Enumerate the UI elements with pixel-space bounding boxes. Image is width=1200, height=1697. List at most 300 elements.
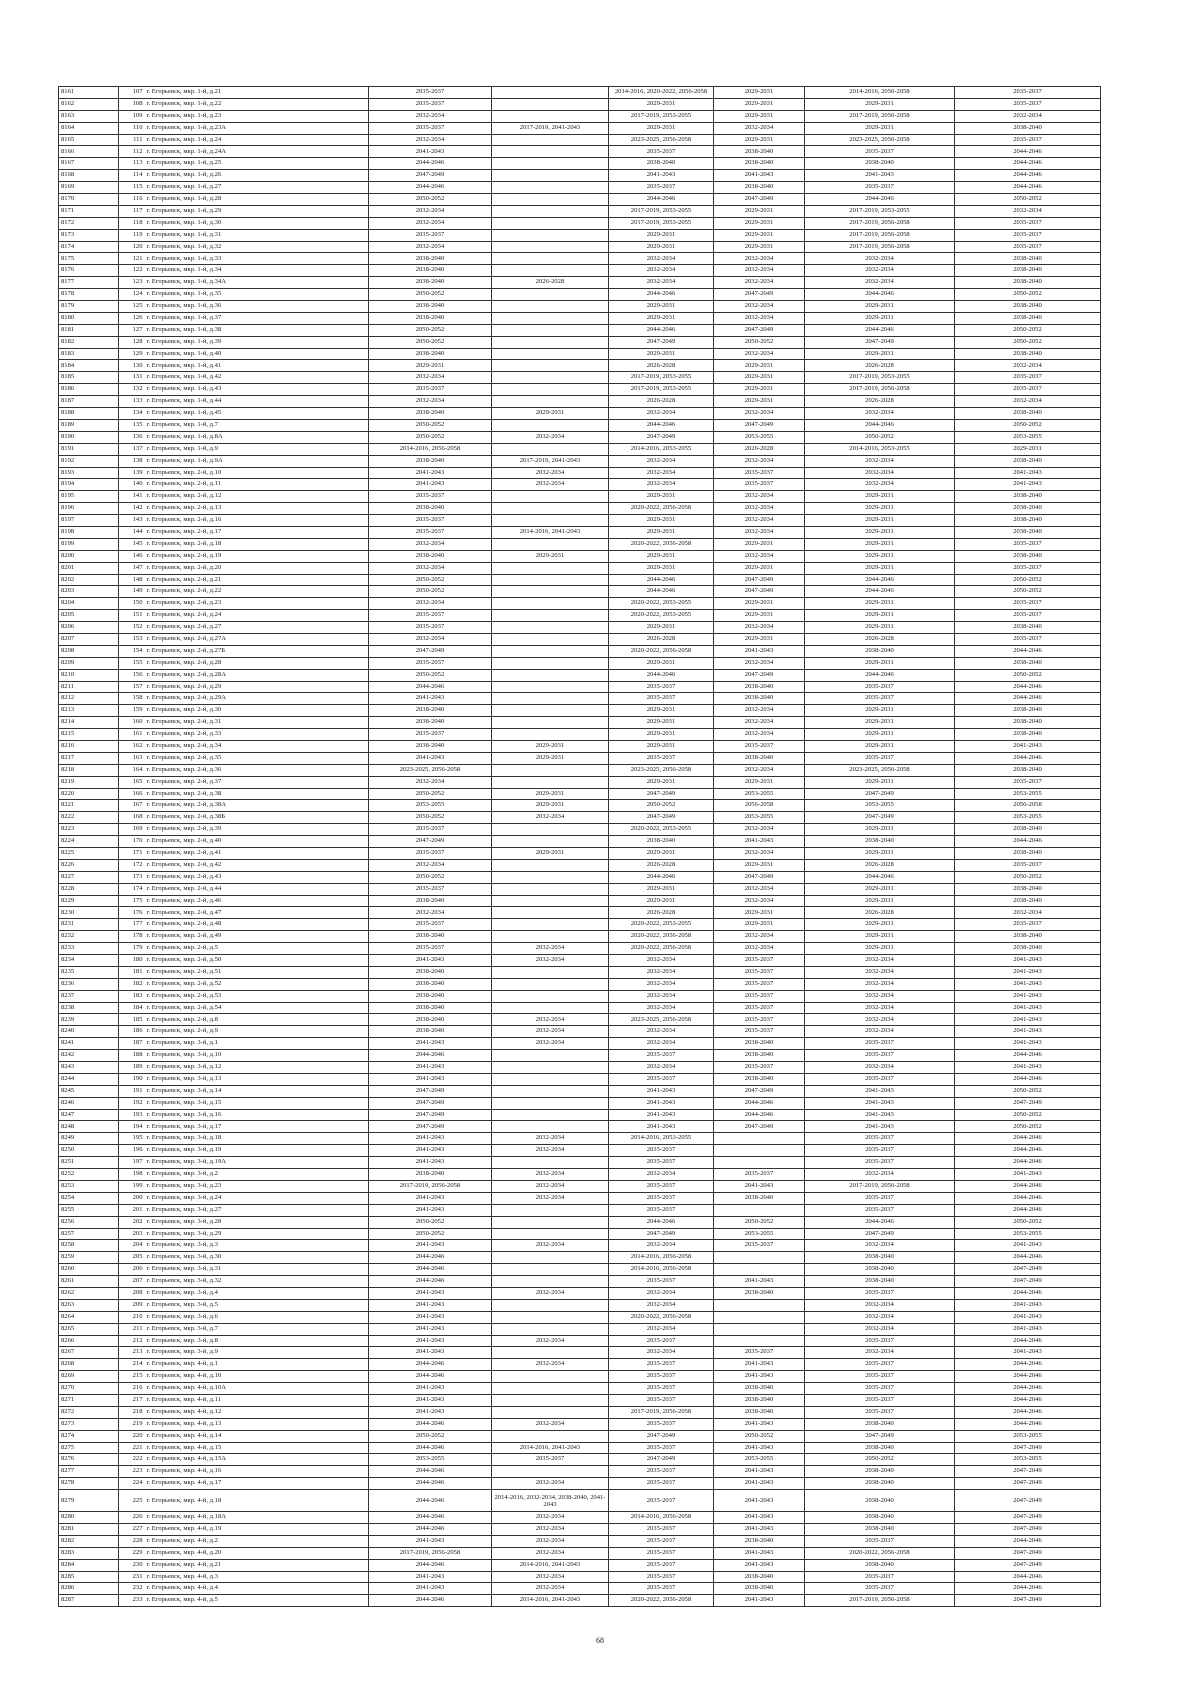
- year-cell-2: 2032-2034: [492, 1240, 609, 1252]
- year-cell-6: 2041-2043: [955, 1311, 1101, 1323]
- row-number-cell: 132: [119, 384, 145, 396]
- year-cell-3: 2032-2034: [609, 1169, 714, 1181]
- year-cell-6: 2035-2037: [955, 134, 1101, 146]
- year-cell-5: 2038-2040: [805, 1559, 955, 1571]
- year-cell-5: 2017-2019, 2056-2058: [805, 241, 955, 253]
- year-cell-4: 2029-2031: [714, 384, 805, 396]
- table-row: [59, 859, 1101, 871]
- year-cell-3: 2035-2037: [609, 1204, 714, 1216]
- table-row: [59, 848, 1101, 860]
- row-code-cell: 8212: [59, 693, 119, 705]
- year-cell-5: 2044-2046: [805, 419, 955, 431]
- year-cell-2: [492, 729, 609, 741]
- year-cell-1: 2050-2052: [369, 431, 492, 443]
- year-cell-2: 2026-2028: [492, 277, 609, 289]
- address-cell: г. Егорьевск, мкр. 1-й, д.8А: [145, 431, 369, 443]
- address-cell: г. Егорьевск, мкр. 2-й, д.16: [145, 515, 369, 527]
- year-cell-3: 2035-2037: [609, 146, 714, 158]
- table-row: [59, 1418, 1101, 1430]
- address-cell: г. Егорьевск, мкр. 3-й, д.19А: [145, 1157, 369, 1169]
- year-cell-6: 2044-2046: [955, 681, 1101, 693]
- year-cell-6: 2044-2046: [955, 1192, 1101, 1204]
- row-code-cell: 8189: [59, 419, 119, 431]
- year-cell-3: 2017-2019, 2053-2055: [609, 110, 714, 122]
- year-cell-4: 2041-2043: [714, 1276, 805, 1288]
- address-cell: г. Егорьевск, мкр. 1-й, д.29: [145, 205, 369, 217]
- year-cell-5: 2029-2031: [805, 895, 955, 907]
- address-cell: г. Егорьевск, мкр. 1-й, д.34А: [145, 277, 369, 289]
- year-cell-6: 2032-2034: [955, 907, 1101, 919]
- year-cell-2: 2017-2019, 2041-2043: [492, 455, 609, 467]
- row-code-cell: 8208: [59, 645, 119, 657]
- year-cell-6: 2032-2034: [955, 110, 1101, 122]
- year-cell-6: 2041-2043: [955, 1038, 1101, 1050]
- row-code-cell: 8250: [59, 1145, 119, 1157]
- address-cell: г. Егорьевск, мкр. 3-й, д.31: [145, 1264, 369, 1276]
- year-cell-4: 2032-2034: [714, 943, 805, 955]
- year-cell-2: [492, 301, 609, 313]
- address-cell: г. Егорьевск, мкр. 1-й, д.42: [145, 372, 369, 384]
- year-cell-5: 2041-2043: [805, 170, 955, 182]
- row-code-cell: 8236: [59, 978, 119, 990]
- year-cell-2: 2032-2034: [492, 467, 609, 479]
- year-cell-2: 2032-2034: [492, 1169, 609, 1181]
- table-row: [59, 289, 1101, 301]
- year-cell-5: 2038-2040: [805, 1523, 955, 1535]
- address-cell: г. Егорьевск, мкр. 2-й, д.5: [145, 943, 369, 955]
- address-cell: г. Егорьевск, мкр. 2-й, д.52: [145, 978, 369, 990]
- year-cell-5: 2026-2028: [805, 907, 955, 919]
- year-cell-1: 2050-2052: [369, 336, 492, 348]
- year-cell-4: 2032-2034: [714, 455, 805, 467]
- year-cell-3: 2020-2022, 2056-2058: [609, 931, 714, 943]
- year-cell-4: 2041-2043: [714, 1418, 805, 1430]
- year-cell-3: 2020-2022, 2053-2055: [609, 598, 714, 610]
- year-cell-5: 2026-2028: [805, 396, 955, 408]
- year-cell-4: 2056-2058: [714, 800, 805, 812]
- year-cell-6: 2032-2034: [955, 205, 1101, 217]
- year-cell-1: 2041-2043: [369, 1299, 492, 1311]
- year-cell-5: 2035-2037: [805, 182, 955, 194]
- year-cell-4: 2032-2034: [714, 253, 805, 265]
- row-number-cell: 151: [119, 610, 145, 622]
- year-cell-6: 2044-2046: [955, 1383, 1101, 1395]
- year-cell-6: 2038-2040: [955, 550, 1101, 562]
- year-cell-3: 2029-2031: [609, 348, 714, 360]
- year-cell-2: [492, 229, 609, 241]
- address-cell: г. Егорьевск, мкр. 2-й, д.8: [145, 1014, 369, 1026]
- year-cell-4: 2053-2055: [714, 1454, 805, 1466]
- year-cell-2: 2029-2031: [492, 740, 609, 752]
- table-row: [59, 312, 1101, 324]
- year-cell-5: 2032-2034: [805, 1311, 955, 1323]
- row-number-cell: 225: [119, 1490, 145, 1512]
- row-number-cell: 192: [119, 1097, 145, 1109]
- year-cell-6: 2053-2055: [955, 1454, 1101, 1466]
- year-cell-6: 2038-2040: [955, 848, 1101, 860]
- table-row: [59, 966, 1101, 978]
- table-row: [59, 788, 1101, 800]
- address-cell: г. Егорьевск, мкр. 2-й, д.39: [145, 824, 369, 836]
- year-cell-5: 2032-2034: [805, 990, 955, 1002]
- row-code-cell: 8255: [59, 1204, 119, 1216]
- year-cell-2: 2032-2034: [492, 1535, 609, 1547]
- year-cell-6: 2041-2043: [955, 740, 1101, 752]
- year-cell-1: 2035-2037: [369, 384, 492, 396]
- table-row: [59, 324, 1101, 336]
- year-cell-6: 2050-2052: [955, 194, 1101, 206]
- year-cell-6: 2047-2049: [955, 1595, 1101, 1607]
- table-row: [59, 419, 1101, 431]
- table-row: [59, 633, 1101, 645]
- address-cell: г. Егорьевск, мкр. 1-й, д.32: [145, 241, 369, 253]
- year-cell-3: 2035-2037: [609, 681, 714, 693]
- year-cell-2: [492, 883, 609, 895]
- year-cell-3: 2029-2031: [609, 705, 714, 717]
- row-code-cell: 8275: [59, 1442, 119, 1454]
- year-cell-1: 2044-2046: [369, 681, 492, 693]
- address-cell: г. Егорьевск, мкр. 1-й, д.22: [145, 98, 369, 110]
- address-cell: г. Егорьевск, мкр. 2-й, д.18: [145, 538, 369, 550]
- year-cell-2: [492, 491, 609, 503]
- table-row: [59, 562, 1101, 574]
- year-cell-5: 2035-2037: [805, 1383, 955, 1395]
- year-cell-6: 2047-2049: [955, 1442, 1101, 1454]
- year-cell-3: 2017-2019, 2053-2055: [609, 384, 714, 396]
- year-cell-5: 2032-2034: [805, 1323, 955, 1335]
- row-code-cell: 8241: [59, 1038, 119, 1050]
- row-code-cell: 8206: [59, 622, 119, 634]
- year-cell-1: 2041-2043: [369, 479, 492, 491]
- address-cell: г. Егорьевск, мкр. 2-й, д.27А: [145, 633, 369, 645]
- year-cell-4: 2032-2034: [714, 848, 805, 860]
- table-row: [59, 1490, 1101, 1512]
- row-code-cell: 8169: [59, 182, 119, 194]
- year-cell-1: 2035-2037: [369, 883, 492, 895]
- row-number-cell: 121: [119, 253, 145, 265]
- year-cell-6: 2035-2037: [955, 229, 1101, 241]
- row-code-cell: 8217: [59, 752, 119, 764]
- table-row: [59, 1133, 1101, 1145]
- row-number-cell: 170: [119, 836, 145, 848]
- address-cell: г. Егорьевск, мкр. 2-й, д.43: [145, 871, 369, 883]
- year-cell-3: 2029-2031: [609, 622, 714, 634]
- table-row: [59, 1180, 1101, 1192]
- year-cell-1: 2038-2040: [369, 1169, 492, 1181]
- row-number-cell: 108: [119, 98, 145, 110]
- row-number-cell: 204: [119, 1240, 145, 1252]
- row-number-cell: 109: [119, 110, 145, 122]
- table-row: [59, 182, 1101, 194]
- year-cell-4: 2038-2040: [714, 1073, 805, 1085]
- row-number-cell: 154: [119, 645, 145, 657]
- table-row: [59, 705, 1101, 717]
- year-cell-1: 2038-2040: [369, 978, 492, 990]
- year-cell-4: 2029-2031: [714, 217, 805, 229]
- year-cell-1: 2041-2043: [369, 1038, 492, 1050]
- year-cell-3: 2044-2046: [609, 871, 714, 883]
- year-cell-4: 2029-2031: [714, 562, 805, 574]
- address-cell: г. Егорьевск, мкр. 4-й, д.13: [145, 1418, 369, 1430]
- year-cell-4: 2029-2031: [714, 396, 805, 408]
- table-row: [59, 1014, 1101, 1026]
- year-cell-1: 2041-2043: [369, 1311, 492, 1323]
- year-cell-4: 2047-2049: [714, 1121, 805, 1133]
- year-cell-4: 2038-2040: [714, 1583, 805, 1595]
- year-cell-5: 2047-2049: [805, 1228, 955, 1240]
- year-cell-1: 2041-2043: [369, 1394, 492, 1406]
- year-cell-4: 2032-2034: [714, 265, 805, 277]
- year-cell-1: 2041-2043: [369, 467, 492, 479]
- year-cell-6: 2041-2043: [955, 1299, 1101, 1311]
- year-cell-5: 2050-2052: [805, 431, 955, 443]
- row-number-cell: 233: [119, 1595, 145, 1607]
- year-cell-5: 2029-2031: [805, 883, 955, 895]
- table-row: [59, 241, 1101, 253]
- row-code-cell: 8220: [59, 788, 119, 800]
- row-code-cell: 8226: [59, 859, 119, 871]
- row-number-cell: 184: [119, 1002, 145, 1014]
- year-cell-5: 2032-2034: [805, 408, 955, 420]
- year-cell-3: 2035-2037: [609, 182, 714, 194]
- table-row: [59, 265, 1101, 277]
- year-cell-3: 2035-2037: [609, 1359, 714, 1371]
- year-cell-1: 2017-2019, 2056-2058: [369, 1180, 492, 1192]
- year-cell-3: 2032-2034: [609, 1062, 714, 1074]
- row-number-cell: 116: [119, 194, 145, 206]
- year-cell-2: [492, 978, 609, 990]
- year-cell-4: 2032-2034: [714, 717, 805, 729]
- year-cell-5: 2035-2037: [805, 693, 955, 705]
- row-code-cell: 8282: [59, 1535, 119, 1547]
- address-cell: г. Егорьевск, мкр. 1-й, д.45: [145, 408, 369, 420]
- year-cell-6: 2038-2040: [955, 824, 1101, 836]
- address-cell: г. Егорьевск, мкр. 2-й, д.13: [145, 503, 369, 515]
- year-cell-6: 2041-2043: [955, 1169, 1101, 1181]
- year-cell-2: [492, 217, 609, 229]
- year-cell-6: 2044-2046: [955, 1406, 1101, 1418]
- year-cell-6: 2038-2040: [955, 455, 1101, 467]
- year-cell-6: 2050-2052: [955, 336, 1101, 348]
- table-row: [59, 538, 1101, 550]
- address-cell: г. Егорьевск, мкр. 2-й, д.17: [145, 526, 369, 538]
- row-number-cell: 127: [119, 324, 145, 336]
- year-cell-1: 2050-2052: [369, 1228, 492, 1240]
- year-cell-2: [492, 265, 609, 277]
- table-row: [59, 1547, 1101, 1559]
- year-cell-5: 2032-2034: [805, 978, 955, 990]
- year-cell-6: 2044-2046: [955, 1335, 1101, 1347]
- row-number-cell: 211: [119, 1323, 145, 1335]
- row-number-cell: 137: [119, 443, 145, 455]
- year-cell-6: 2044-2046: [955, 1287, 1101, 1299]
- year-cell-1: 2038-2040: [369, 455, 492, 467]
- row-number-cell: 187: [119, 1038, 145, 1050]
- year-cell-2: [492, 705, 609, 717]
- year-cell-1: 2035-2037: [369, 87, 492, 99]
- year-cell-3: 2032-2034: [609, 990, 714, 1002]
- year-cell-5: 2029-2031: [805, 538, 955, 550]
- year-cell-5: 2029-2031: [805, 657, 955, 669]
- row-code-cell: 8263: [59, 1299, 119, 1311]
- year-cell-1: 2023-2025, 2056-2058: [369, 764, 492, 776]
- year-cell-2: [492, 1394, 609, 1406]
- year-cell-3: 2029-2031: [609, 562, 714, 574]
- year-cell-5: 2038-2040: [805, 1512, 955, 1524]
- year-cell-3: 2014-2016, 2056-2058: [609, 1252, 714, 1264]
- row-code-cell: 8191: [59, 443, 119, 455]
- row-code-cell: 8262: [59, 1287, 119, 1299]
- year-cell-3: 2035-2037: [609, 1371, 714, 1383]
- year-cell-6: 2035-2037: [955, 98, 1101, 110]
- year-cell-3: 2029-2031: [609, 122, 714, 134]
- year-cell-5: 2029-2031: [805, 515, 955, 527]
- table-body: [59, 87, 1101, 1607]
- year-cell-3: 2029-2031: [609, 740, 714, 752]
- year-cell-4: 2032-2034: [714, 312, 805, 324]
- year-cell-6: 2041-2043: [955, 1240, 1101, 1252]
- row-number-cell: 194: [119, 1121, 145, 1133]
- year-cell-2: [492, 205, 609, 217]
- year-cell-2: [492, 764, 609, 776]
- year-cell-3: 2035-2037: [609, 1523, 714, 1535]
- row-number-cell: 182: [119, 978, 145, 990]
- year-cell-3: 2020-2022, 2053-2055: [609, 610, 714, 622]
- year-cell-1: 2032-2034: [369, 372, 492, 384]
- address-cell: г. Егорьевск, мкр. 4-й, д.19: [145, 1523, 369, 1535]
- table-row: [59, 479, 1101, 491]
- year-cell-4: 2035-2037: [714, 1169, 805, 1181]
- year-cell-5: 2044-2046: [805, 586, 955, 598]
- row-code-cell: 8271: [59, 1394, 119, 1406]
- year-cell-2: [492, 384, 609, 396]
- row-code-cell: 8246: [59, 1097, 119, 1109]
- year-cell-3: 2029-2031: [609, 515, 714, 527]
- row-code-cell: 8170: [59, 194, 119, 206]
- table-row: [59, 1264, 1101, 1276]
- year-cell-3: 2026-2028: [609, 396, 714, 408]
- year-cell-2: [492, 693, 609, 705]
- year-cell-5: 2035-2037: [805, 1535, 955, 1547]
- year-cell-1: 2047-2049: [369, 170, 492, 182]
- year-cell-4: 2038-2040: [714, 1535, 805, 1547]
- row-number-cell: 155: [119, 657, 145, 669]
- year-cell-4: 2038-2040: [714, 1406, 805, 1418]
- table-row: [59, 1311, 1101, 1323]
- address-cell: г. Егорьевск, мкр. 2-й, д.46: [145, 895, 369, 907]
- table-row: [59, 1026, 1101, 1038]
- table-row: [59, 693, 1101, 705]
- row-code-cell: 8222: [59, 812, 119, 824]
- table-row: [59, 1359, 1101, 1371]
- year-cell-6: 2044-2046: [955, 836, 1101, 848]
- row-number-cell: 118: [119, 217, 145, 229]
- year-cell-2: [492, 289, 609, 301]
- year-cell-1: 2038-2040: [369, 931, 492, 943]
- year-cell-1: 2050-2052: [369, 586, 492, 598]
- year-cell-2: [492, 931, 609, 943]
- row-code-cell: 8190: [59, 431, 119, 443]
- year-cell-1: 2029-2031: [369, 360, 492, 372]
- year-cell-4: 2032-2034: [714, 622, 805, 634]
- year-cell-2: [492, 1383, 609, 1395]
- year-cell-1: 2032-2034: [369, 859, 492, 871]
- address-cell: г. Егорьевск, мкр. 4-й, д.20: [145, 1547, 369, 1559]
- year-cell-1: 2044-2046: [369, 158, 492, 170]
- address-cell: г. Егорьевск, мкр. 1-й, д.9: [145, 443, 369, 455]
- row-code-cell: 8192: [59, 455, 119, 467]
- row-number-cell: 163: [119, 752, 145, 764]
- year-cell-6: 2053-2055: [955, 812, 1101, 824]
- year-cell-4: 2029-2031: [714, 610, 805, 622]
- year-cell-2: [492, 1085, 609, 1097]
- year-cell-1: 2032-2034: [369, 907, 492, 919]
- year-cell-5: 2029-2031: [805, 503, 955, 515]
- year-cell-2: 2032-2034: [492, 1478, 609, 1490]
- row-code-cell: 8201: [59, 562, 119, 574]
- year-cell-2: [492, 324, 609, 336]
- row-code-cell: 8252: [59, 1169, 119, 1181]
- year-cell-5: 2047-2049: [805, 1430, 955, 1442]
- year-cell-1: 2038-2040: [369, 740, 492, 752]
- year-cell-1: 2038-2040: [369, 1002, 492, 1014]
- year-cell-2: [492, 1406, 609, 1418]
- row-code-cell: 8207: [59, 633, 119, 645]
- year-cell-1: 2050-2052: [369, 812, 492, 824]
- address-cell: г. Егорьевск, мкр. 1-й, д.23А: [145, 122, 369, 134]
- year-cell-3: 2020-2022, 2056-2058: [609, 645, 714, 657]
- row-code-cell: 8240: [59, 1026, 119, 1038]
- address-cell: г. Егорьевск, мкр. 4-й, д.1: [145, 1359, 369, 1371]
- year-cell-6: 2038-2040: [955, 526, 1101, 538]
- table-row: [59, 800, 1101, 812]
- year-cell-3: 2035-2037: [609, 1050, 714, 1062]
- year-cell-4: 2041-2043: [714, 1512, 805, 1524]
- year-cell-6: 2044-2046: [955, 170, 1101, 182]
- year-cell-5: 2017-2019, 2056-2058: [805, 110, 955, 122]
- year-cell-4: 2038-2040: [714, 1383, 805, 1395]
- year-cell-3: 2041-2043: [609, 170, 714, 182]
- row-number-cell: 178: [119, 931, 145, 943]
- year-cell-4: [714, 1299, 805, 1311]
- year-cell-3: 2032-2034: [609, 467, 714, 479]
- address-cell: г. Егорьевск, мкр. 1-й, д.34: [145, 265, 369, 277]
- year-cell-4: 2035-2037: [714, 955, 805, 967]
- table-row: [59, 574, 1101, 586]
- row-number-cell: 217: [119, 1394, 145, 1406]
- year-cell-3: 2032-2034: [609, 955, 714, 967]
- year-cell-2: [492, 170, 609, 182]
- year-cell-5: 2035-2037: [805, 1038, 955, 1050]
- address-cell: г. Егорьевск, мкр. 2-й, д.35: [145, 752, 369, 764]
- table-row: [59, 1523, 1101, 1535]
- page-number: 68: [596, 1636, 604, 1645]
- row-number-cell: 149: [119, 586, 145, 598]
- address-cell: г. Егорьевск, мкр. 4-й, д.21: [145, 1559, 369, 1571]
- year-cell-4: 2041-2043: [714, 836, 805, 848]
- year-cell-4: 2050-2052: [714, 1430, 805, 1442]
- year-cell-4: 2032-2034: [714, 729, 805, 741]
- year-cell-5: 2044-2046: [805, 871, 955, 883]
- year-cell-2: [492, 681, 609, 693]
- year-cell-2: [492, 824, 609, 836]
- year-cell-1: 2041-2043: [369, 1323, 492, 1335]
- year-cell-2: [492, 1109, 609, 1121]
- year-cell-2: [492, 1323, 609, 1335]
- year-cell-2: [492, 657, 609, 669]
- table-row: [59, 431, 1101, 443]
- address-cell: г. Егорьевск, мкр. 1-й, д.31: [145, 229, 369, 241]
